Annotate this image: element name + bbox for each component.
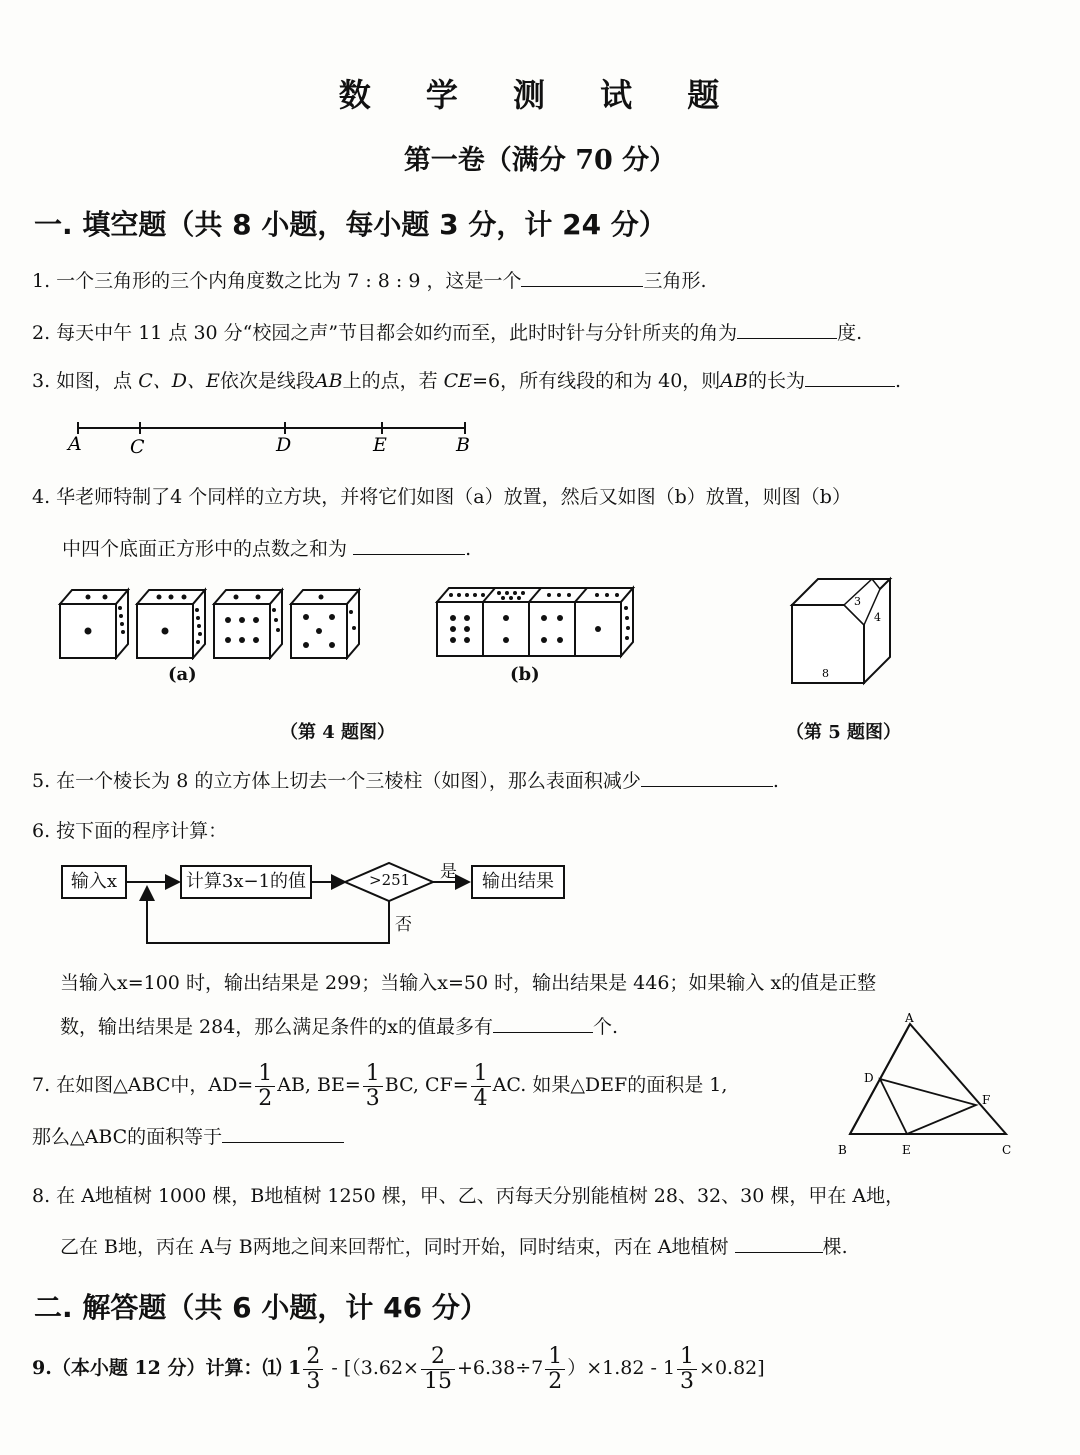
frac-num: 1 <box>677 1345 697 1370</box>
no-label: 否 <box>395 915 412 935</box>
fraction-1-2 <box>255 1062 275 1111</box>
frac-den: 3 <box>680 1368 695 1394</box>
question-1-after: 三角形. <box>643 270 707 292</box>
answer-blank-1[interactable] <box>521 268 643 287</box>
frac-num: 1 <box>545 1345 565 1370</box>
q3-mid3: =6，所有线段的和为 40，则 <box>472 370 721 392</box>
q9-t4: ×0.82] <box>699 1357 765 1379</box>
answer-blank-6[interactable] <box>493 1014 593 1033</box>
question-2-after: 度. <box>837 322 863 344</box>
section-heading-fill-in: 一. 填空题（共 8 小题，每小题 3 分，计 24 分） <box>34 208 667 241</box>
question-8-line1: 8. 在 A地植树 1000 棵，B地植树 1250 棵，甲、乙、丙每天分别能植树 28、32、30 棵，甲在 A地， <box>32 1185 905 1207</box>
fraction-1-3 <box>363 1062 383 1111</box>
q7-t2: BC, CF= <box>384 1074 469 1096</box>
question-4-line2 <box>62 536 471 562</box>
segment-figure <box>60 412 490 462</box>
label-b: B <box>456 434 470 456</box>
frac-num: 2 <box>303 1345 323 1370</box>
dice-figure-a <box>55 580 375 660</box>
figure-5-caption: （第 5 题图） <box>786 722 902 743</box>
fraction-1-4 <box>471 1062 491 1111</box>
answer-blank-3[interactable] <box>805 368 895 387</box>
fraction-2-15 <box>421 1345 455 1394</box>
label-d: D <box>276 434 292 456</box>
frac-den: 3 <box>306 1368 321 1394</box>
question-2-text: 2. 每天中午 11 点 30 分“校园之声”节目都会如约而至，此时时针与分针所夹的角为 <box>32 322 738 344</box>
question-8-line2 <box>60 1234 848 1260</box>
answer-blank-5[interactable] <box>641 768 773 787</box>
die-a4 <box>291 590 359 658</box>
die-a2 <box>137 590 205 658</box>
q6-after: 个. <box>593 1016 619 1038</box>
fraction-1-2-b <box>545 1345 565 1394</box>
answer-blank-7[interactable] <box>222 1124 344 1143</box>
die-a1 <box>60 590 128 658</box>
q3-mid4: 的长为 <box>747 370 805 392</box>
dice-row-b <box>437 588 633 656</box>
answer-blank-2[interactable] <box>737 320 837 339</box>
frac-num: 1 <box>363 1062 383 1087</box>
q3-seg2: AB <box>720 370 748 392</box>
frac-den: 4 <box>473 1085 488 1111</box>
figure-4-caption: （第 4 题图） <box>280 722 396 743</box>
q8-after: 棵. <box>822 1236 848 1258</box>
q9-t1: - [（3.62× <box>325 1357 419 1379</box>
flowchart <box>55 855 575 955</box>
q7-pre: 7. 在如图△ABC中，AD= <box>32 1074 254 1096</box>
q7-t1: AB, BE= <box>277 1074 361 1096</box>
output-box: 输出结果 <box>471 865 565 899</box>
input-box: 输入x <box>61 865 127 899</box>
cube-label-8: 8 <box>822 667 829 680</box>
label-B: B <box>838 1143 847 1157</box>
question-7-line2 <box>32 1124 344 1150</box>
label-C: C <box>1002 1143 1012 1157</box>
figure-4b-label: (b) <box>510 664 540 685</box>
question-1-text: 1. 一个三角形的三个内角度数之比为 7 : 8 : 9 ，这是一个 <box>32 270 522 292</box>
label-D: D <box>864 1071 874 1085</box>
question-5 <box>32 768 779 794</box>
triangle-figure <box>830 1012 1020 1162</box>
label-E: E <box>902 1143 911 1157</box>
q4-after: . <box>465 538 472 560</box>
q7-t3: AC. 如果△DEF的面积是 1, <box>492 1074 728 1096</box>
q4-line2-text: 中四个底面正方形中的点数之和为 <box>62 538 348 560</box>
question-2 <box>32 320 862 346</box>
page-subtitle: 第一卷（满分 70 分） <box>403 145 677 176</box>
q3-mid1: 依次是线段 <box>219 370 315 392</box>
q7-line2-text: 那么△ABC的面积等于 <box>32 1126 223 1148</box>
q9-label: 9.（本小题 12 分）计算：⑴ 1 <box>32 1357 302 1379</box>
frac-den: 2 <box>548 1368 563 1394</box>
answer-blank-8[interactable] <box>735 1234 823 1253</box>
q9-t2: +6.38÷7 <box>456 1357 544 1379</box>
label-A: A <box>905 1012 914 1025</box>
q5-after: . <box>772 770 779 792</box>
question-9 <box>32 1338 765 1398</box>
question-4-line1: 4. 华老师特制了4 个同样的立方块，并将它们如图（a）放置，然后又如图（b）放置，则图（b） <box>32 486 851 508</box>
fraction-1-3-b <box>677 1345 697 1394</box>
frac-num: 1 <box>471 1062 491 1087</box>
label-F: F <box>982 1093 991 1107</box>
cube-label-3: 3 <box>854 595 861 608</box>
q5-text: 5. 在一个棱长为 8 的立方体上切去一个三棱柱（如图），那么表面积减少 <box>32 770 641 792</box>
cube-figure <box>782 575 902 690</box>
q3-ce: CE <box>443 370 473 392</box>
question-1 <box>32 268 707 294</box>
section-heading-solve: 二. 解答题（共 6 小题，计 46 分） <box>34 1291 488 1324</box>
question-6: 6. 按下面的程序计算： <box>32 820 228 842</box>
q9-t3: ）×1.82 - 1 <box>567 1357 676 1379</box>
q6-line2-text: 数，输出结果是 284，那么满足条件的x的值最多有 <box>60 1016 494 1038</box>
label-e: E <box>373 434 387 456</box>
q3-mid2: 上的点，若 <box>342 370 438 392</box>
fraction-2-3 <box>303 1345 323 1394</box>
frac-num: 2 <box>421 1345 455 1370</box>
frac-den: 15 <box>423 1368 452 1394</box>
dice-figure-b <box>432 580 642 660</box>
question-6-line1: 当输入x=100 时，输出结果是 299；当输入x=50 时，输出结果是 446；如果输入 x的值是正整 <box>60 972 877 994</box>
frac-num: 1 <box>255 1062 275 1087</box>
question-3 <box>32 368 901 394</box>
figure-4a-label: (a) <box>168 664 197 685</box>
q3-seg: AB <box>314 370 343 392</box>
compute-box: 计算3x−1的值 <box>180 865 312 899</box>
die-a3 <box>214 590 282 658</box>
yes-label: 是 <box>440 862 457 882</box>
q3-pre: 3. 如图，点 <box>32 370 133 392</box>
label-c: C <box>130 436 145 458</box>
frac-den: 2 <box>258 1085 273 1111</box>
answer-blank-4[interactable] <box>353 536 465 555</box>
q8-line2-text: 乙在 B地，丙在 A与 B两地之间来回帮忙，同时开始，同时结束，丙在 A地植树 <box>60 1236 729 1258</box>
compare-label: >251 <box>369 871 411 889</box>
frac-den: 3 <box>365 1085 380 1111</box>
label-a: A <box>68 433 82 455</box>
triangle-def <box>880 1079 976 1134</box>
cube-label-4: 4 <box>874 611 881 624</box>
q3-points: C、D、E <box>138 370 220 392</box>
page-title: 数 学 测 试 题 <box>338 76 742 114</box>
q3-after: . <box>895 370 902 392</box>
question-6-line2 <box>60 1014 618 1040</box>
question-7 <box>32 1058 727 1112</box>
